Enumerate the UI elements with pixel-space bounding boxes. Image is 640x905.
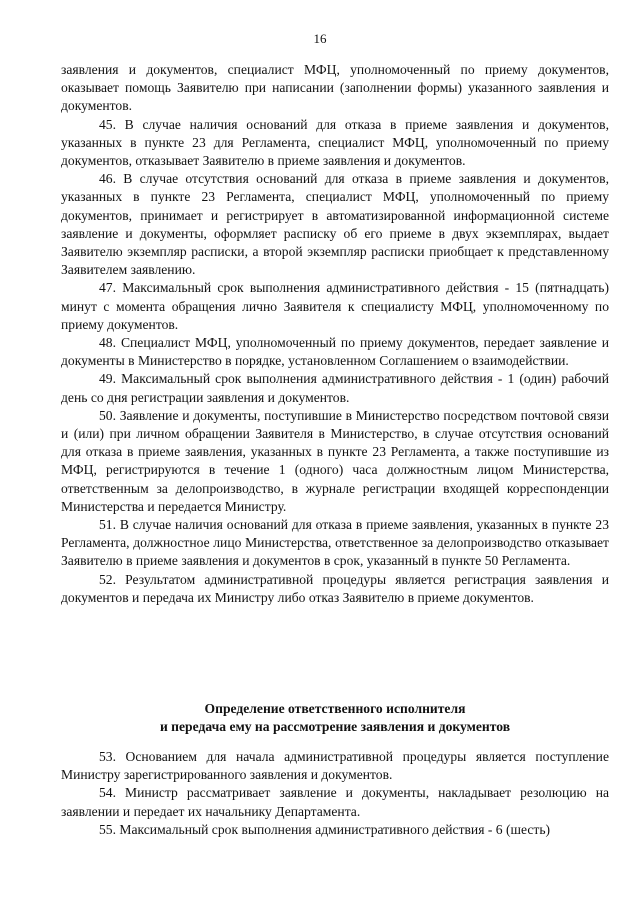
section-heading [61,700,609,736]
paragraph-48: 48. Специалист МФЦ, уполномоченный по приему документов, передает заявление и документы в Министерство в порядке, установленном Соглашением о взаимодействии. [61,335,609,369]
section-heading-line-2: и передача ему на рассмотрение заявления и документов [159,719,511,735]
body-text-bottom [61,748,609,839]
paragraph-54: 54. Министр рассматривает заявление и документы, накладывает резолюцию на заявлении и передает их начальнику Департамента. [61,785,609,819]
paragraph-47: 47. Максимальный срок выполнения административного действия - 15 (пятнадцать) минут с момента обращения лично Заявителя к специалисту МФЦ, уполномоченному по приему документов. [61,280,609,332]
paragraph-46: 46. В случае отсутствия оснований для отказа в приеме заявления и документов, указанных в пункте 23 Регламента, специалист МФЦ, уполномоченный по приему документов, принимает и регистрирует в автоматизированной информационной системе заявление и документы, оформляет расписку об его приеме в двух экземплярах, выдает Заявителю экземпляр расписки, а второй экземпляр расписки приобщает к представленному Заявителем заявлению. [61,171,609,278]
paragraph-53: 53. Основанием для начала административной процедуры является поступление Министру зарегистрированного заявления и документов. [61,749,609,783]
paragraph-50: 50. Заявление и документы, поступившие в Министерство посредством почтовой связи и (или) при личном обращении Заявителя в Министерство, в случае отсутствия оснований для отказа в приеме заявления, указанных в пункте 23 Регламента, а также поступившие из МФЦ, регистрируются в течение 1 (одного) часа должностным лицом Министерства, ответственным за делопроизводство, в журнале регистрации входящей корреспонденции Министерства и передается Министру. [61,407,609,514]
body-text-top [61,61,609,607]
paragraph-52: 52. Результатом административной процедуры является регистрация заявления и документов и передача их Министру либо отказ Заявителю в приеме документов. [61,571,609,605]
paragraph-44-continuation: заявления и документов, специалист МФЦ, уполномоченный по приему документов, оказывает помощь Заявителю при написании (заполнении формы) указанного заявления и документов. [61,62,609,114]
paragraph-51: 51. В случае наличия оснований для отказа в приеме заявления, указанных в пункте 23 Регламента, должностное лицо Министерства, ответственное за делопроизводство отказывает Заявителю в приеме заявления и документов в срок, указанный в пункте 50 Регламента. [61,517,609,569]
paragraph-55: 55. Максимальный срок выполнения административного действия - 6 (шесть) [99,821,551,837]
paragraph-45: 45. В случае наличия оснований для отказа в приеме заявления и документов, указанных в пункте 23 для Регламента, специалист МФЦ, уполномоченный по приему документов, отказывает Заявителю в приеме заявления и документов. [61,116,609,169]
section-heading-line-1: Определение ответственного исполнителя [204,701,466,716]
page-number: 16 [313,31,327,46]
paragraph-49: 49. Максимальный срок выполнения административного действия - 1 (один) рабочий день со дня регистрации заявления и документов. [61,371,609,405]
